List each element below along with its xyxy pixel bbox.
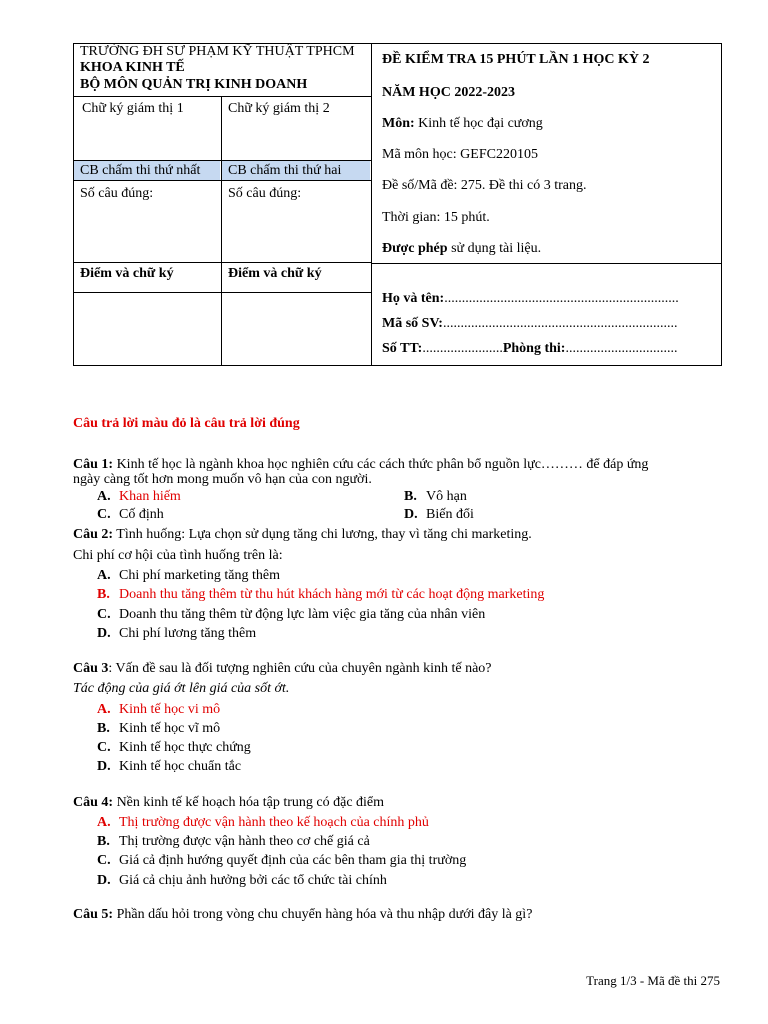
q4-option-d[interactable]: D. Giá cả chịu ảnh hưởng bởi các tổ chức tài chính [97, 873, 387, 888]
question-5: Câu 5: Phần dấu hỏi trong vòng chu chuyển hàng hóa và thu nhập dưới đây là gì? [73, 907, 533, 922]
school-name: TRƯỜNG ĐH SƯ PHẠM KỸ THUẬT TPHCM [80, 44, 355, 59]
q2-option-d[interactable]: D. Chi phí lương tăng thêm [97, 626, 257, 641]
question-3: Câu 3: Vấn đề sau là đối tượng nghiên cứu của chuyên ngành kinh tế nào? [73, 661, 492, 676]
answer-note: Câu trả lời màu đỏ là câu trả lời đúng [73, 416, 300, 431]
name-field[interactable]: Họ và tên:................................................................... [382, 291, 679, 306]
divider [73, 262, 371, 263]
divider [73, 292, 371, 293]
q4-option-c[interactable]: C. Giá cả định hướng quyết định của các bên tham gia thị trường [97, 853, 467, 868]
question-3-cont: Tác động của giá ớt lên giá của sốt ớt. [73, 681, 290, 696]
divider [221, 96, 222, 366]
grader1-label: CB chấm thi thứ nhất [80, 163, 201, 178]
q2-option-c[interactable]: C. Doanh thu tăng thêm từ động lực làm việc gia tăng của nhân viên [97, 607, 486, 622]
q4-option-b[interactable]: B. Thị trường được vận hành theo cơ chế giá cả [97, 834, 370, 849]
proctor2-label: Chữ ký giám thị 2 [228, 101, 330, 116]
faculty-name: KHOA KINH TẾ [80, 60, 185, 75]
grader2-label: CB chấm thi thứ hai [228, 163, 342, 178]
q4-option-a[interactable]: A. Thị trường được vận hành theo kế hoạch của chính phủ [97, 815, 429, 830]
question-2: Câu 2: Tình huống: Lựa chọn sử dụng tăng chi lương, thay vì tăng chi marketing. [73, 527, 532, 542]
q3-option-a[interactable]: A. Kinh tế học vi mô [97, 702, 221, 717]
correct2-label: Số câu đúng: [228, 186, 302, 201]
exam-time: Thời gian: 15 phút. [382, 210, 490, 225]
divider [73, 180, 371, 181]
stt-room-field[interactable]: Số TT:.......................Phòng thi:................................ [382, 341, 678, 356]
page-footer: Trang 1/3 - Mã đề thi 275 [586, 973, 720, 988]
divider [371, 43, 372, 366]
subject-line: Môn: Kinh tế học đại cương [382, 116, 543, 131]
question-1-cont: ngày càng tốt hơn mong muốn vô hạn của con người. [73, 472, 372, 487]
correct1-label: Số câu đúng: [80, 186, 154, 201]
q1-option-a[interactable]: A. Khan hiếm [97, 489, 181, 504]
school-year: NĂM HỌC 2022-2023 [382, 85, 515, 100]
divider [73, 160, 371, 161]
question-1: Câu 1: Kinh tế học là ngành khoa học nghiên cứu các cách thức phân bổ nguồn lực……… để đáp ứng [73, 457, 649, 472]
score1-label: Điểm và chữ ký [80, 266, 174, 281]
divider [73, 96, 371, 97]
department-name: BỘ MÔN QUẢN TRỊ KINH DOANH [80, 77, 308, 92]
student-id-field[interactable]: Mã số SV:................................................................... [382, 316, 678, 331]
q1-option-c[interactable]: C. Cố định [97, 507, 164, 522]
course-code: Mã môn học: GEFC220105 [382, 147, 538, 162]
q1-option-d[interactable]: D. Biến đổi [404, 507, 474, 522]
q3-option-d[interactable]: D. Kinh tế học chuẩn tắc [97, 759, 242, 774]
q1-option-b[interactable]: B. Vô hạn [404, 489, 467, 504]
q3-option-b[interactable]: B. Kinh tế học vĩ mô [97, 721, 221, 736]
allowed-materials: Được phép sử dụng tài liệu. [382, 241, 542, 256]
question-4: Câu 4: Nền kinh tế kế hoạch hóa tập trung có đặc điểm [73, 795, 385, 810]
exam-title: ĐỀ KIỂM TRA 15 PHÚT LẦN 1 HỌC KỲ 2 [382, 52, 650, 67]
q3-option-c[interactable]: C. Kinh tế học thực chứng [97, 740, 251, 755]
score2-label: Điểm và chữ ký [228, 266, 322, 281]
divider [371, 263, 722, 264]
exam-code: Đề số/Mã đề: 275. Đề thi có 3 trang. [382, 178, 587, 193]
q2-option-a[interactable]: A. Chi phí marketing tăng thêm [97, 568, 280, 583]
proctor1-label: Chữ ký giám thị 1 [82, 101, 184, 116]
question-2-cont: Chi phí cơ hội của tình huống trên là: [73, 548, 283, 563]
q2-option-b[interactable]: B. Doanh thu tăng thêm từ thu hút khách hàng mới từ các hoạt động marketing [97, 587, 545, 602]
